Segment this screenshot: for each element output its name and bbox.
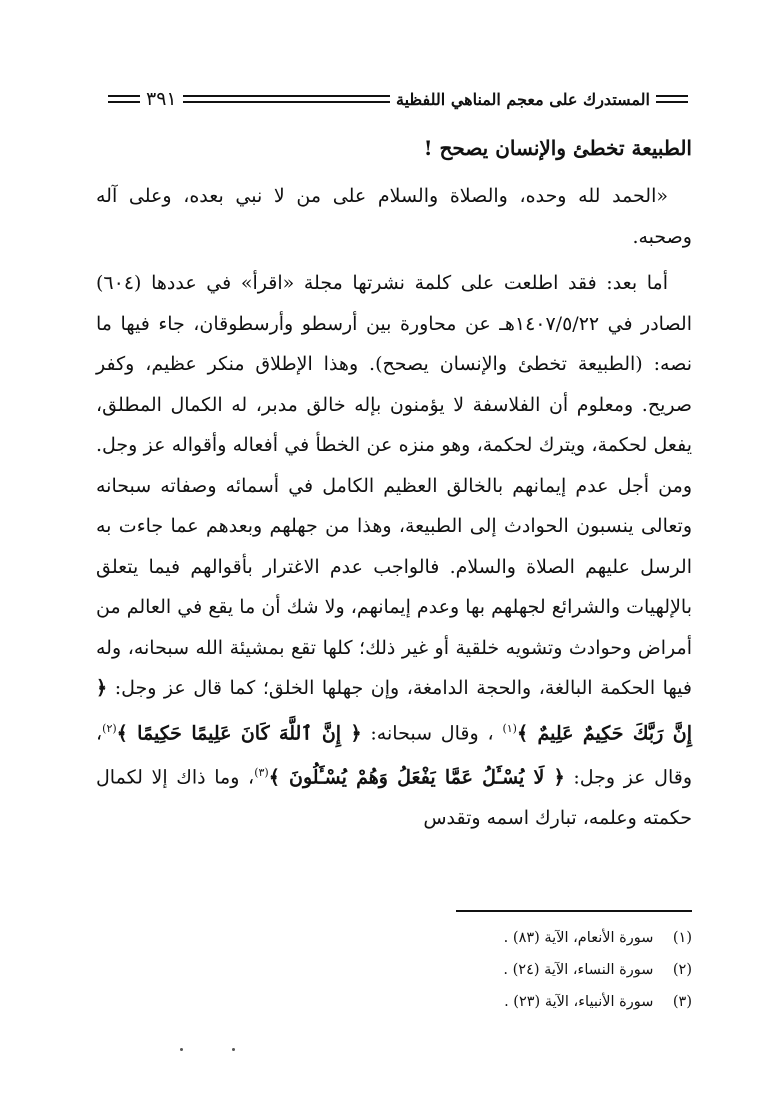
body-text: [96, 136, 692, 839]
page-number: ٣٩١: [146, 88, 177, 110]
footnote-1-number: (١): [672, 930, 692, 946]
footnote-3: [96, 992, 692, 1012]
paragraph-main-text: أما بعد: فقد اطلعت على كلمة نشرتها مجلة «اقرأ» في عددها (٦٠٤) الصادر في ١٤٠٧/٥/٢٢هـ عن محاورة بين أرسطو وأرسطوقان، جاء فيها ما نصه: (الطبيعة تخطئ والإنسان يصحح). وهذا الإطلاق منكر عظيم، وكفر صريح. ومعلوم أن الفلاسفة لا يؤمنون بإله خالق مدبر، له الكمال المطلق، يفعل لحكمة، ويترك لحكمة، وهو منزه عن الخطأ في أفعاله وأقواله عز وجل. ومن أجل عدم إيمانهم بالخالق العظيم الكامل في أسمائه وصفاته سبحانه وتعالى ينسبون الحوادث إلى الطبيعة، وهذا من جهلهم وبعدهم عما جاءت به الرسل عليهم الصلاة والسلام. فالواجب عدم الاغترار بأقوالهم فيما يتعلق بالإلهيات والشرائع لجهلهم بها وعدم إيمانهم، ولا شك أن ما يقع في العالم من أمراض وحوادث وتشويه خلقية أو غير ذلك؛ كلها تقع بمشيئة الله سبحانه، وله فيها الحكمة البالغة، والحجة الدامغة، وإن جهلها الخلق؛ كما قال عز وجل:: [96, 272, 692, 699]
header-rule-middle: [183, 95, 390, 103]
footnote-3-text: سورة الأنبياء، الآية (٢٣) .: [504, 994, 654, 1010]
footnote-2: [96, 960, 692, 980]
footnote-separator: [456, 910, 692, 912]
scan-speck: [232, 1048, 235, 1051]
footnote-ref-1[interactable]: (١): [502, 721, 517, 735]
section-heading: الطبيعة تخطئ والإنسان يصحح !: [423, 136, 692, 160]
footnote-ref-3[interactable]: (٣): [254, 766, 269, 780]
footnote-1-text: سورة الأنعام، الآية (٨٣) .: [503, 930, 654, 946]
quran-verse-1: ﴿ إِنَّ رَبَّكَ حَكِيمٌ عَلِيمٌ ﴾: [96, 677, 692, 744]
footnote-2-number: (٢): [672, 962, 692, 978]
scan-specks: [180, 1048, 380, 1052]
quran-verse-2: ﴿ إِنَّ ٱللَّهَ كَانَ عَلِيمًا حَكِيمًا ﴾: [116, 721, 362, 744]
running-header: [108, 84, 688, 114]
header-title: المستدرك على معجم المناهي اللفظية: [396, 89, 650, 109]
scan-speck: [180, 1048, 183, 1051]
footnote-1: [96, 928, 692, 948]
connector-text-3: ، وما ذاك إلا لكمال حكمته وعلمه، تبارك اسمه وتقدس: [96, 766, 692, 830]
header-rule-right: [656, 95, 688, 103]
connector-text-2: ، وقال عز وجل:: [96, 721, 693, 789]
connector-text-1: ، وقال سبحانه:: [370, 721, 494, 744]
header-rule-left: [108, 95, 140, 103]
paragraph-opening: «الحمد لله وحده، والصلاة والسلام على من لا نبي بعده، وعلى آله وصحبه.: [96, 185, 692, 248]
footnote-3-number: (٣): [672, 994, 692, 1010]
paragraph-main: [96, 263, 692, 839]
footnote-ref-2[interactable]: (٢): [102, 721, 117, 735]
footnote-2-text: سورة النساء، الآية (٢٤) .: [503, 962, 654, 978]
footnotes: [96, 928, 692, 1024]
quran-verse-3: ﴿ لَا يُسْـَٔلُ عَمَّا يَفْعَلُ وَهُمْ يُسْـَٔلُونَ ﴾: [268, 766, 565, 789]
